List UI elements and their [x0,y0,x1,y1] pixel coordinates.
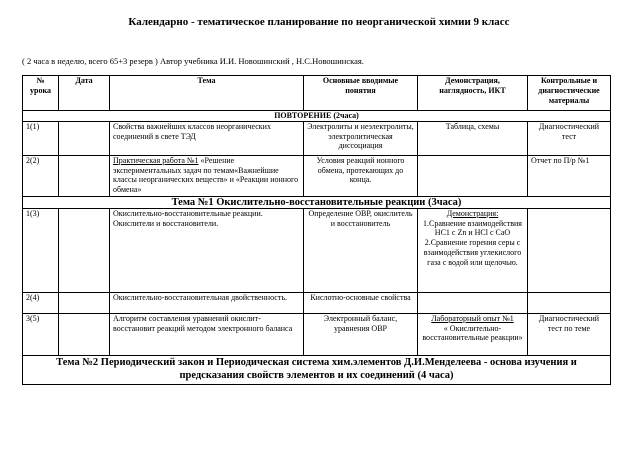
table-row [23,155,611,196]
cell-control [528,208,611,292]
header-date: Дата [59,76,110,111]
section-row-topic-1 [23,196,611,208]
cell-demonstration [418,155,528,196]
cell-concepts: Условия реакций ионного обмена, протекающих до конца. [304,155,418,196]
header-lesson-number [23,76,59,111]
cell-demonstration [418,292,528,313]
table-row [23,313,611,355]
section-title-topic-1: Тема №1 Окислительно-восстановительные реакции (3часа) [23,196,611,208]
header-topic: Тема [110,76,304,111]
cell-concepts: Электролиты и неэлектролиты, электролитическая диссоциация [304,121,418,155]
cell-topic: Алгоритм составления уравнений окислит-восстановит реакций методом электронного баланса [110,313,304,355]
cell-date [59,121,110,155]
table-row [23,121,611,155]
cell-concepts: Электронный баланс, уравнения ОВР [304,313,418,355]
cell-topic [110,155,304,196]
cell-concepts: Кислотно-основные свойства [304,292,418,313]
cell-control: Диагностический тест по теме [528,313,611,355]
header-demonstration: Демонстрация, наглядность, ИКТ [418,76,528,111]
demonstration-item: 1.Сравнение взаимодействия НС1 с Zn и НСl с СаО [423,218,522,238]
cell-control: Диагностический тест [528,121,611,155]
demonstration-heading: Демонстрация: [446,208,499,218]
practical-work-label: Практическая работа №1 [113,155,199,165]
cell-demonstration [418,208,528,292]
section-row-topic-2 [23,355,611,384]
section-title-topic-2: Тема №2 Периодический закон и Периодическая система хим.элементов Д.И.Менделеева - основа изучения и предсказания свойств элементов и их соединений (4 часа) [23,355,611,384]
cell-lesson-number: 1(3) [23,208,59,292]
table-header-row [23,76,611,111]
demonstration-item: 2.Сравнение горения серы с взаимодействия углекислого газа с водой или щелочью. [423,238,522,267]
cell-control: Отчет по П/р №1 [528,155,611,196]
cell-lesson-number: 1(1) [23,121,59,155]
course-info: ( 2 часа в неделю, всего 65+3 резерв ) Автор учебника И.И. Новошинский , Н.С.Новошинская. [22,56,364,66]
cell-date [59,313,110,355]
lab-experiment-title: « Окислительно-восстановительные реакции» [422,323,523,343]
cell-topic: Свойства важнейших классов неорганических соединений в свете ТЭД [110,121,304,155]
section-title-repeat: ПОВТОРЕНИЕ (2часа) [23,111,611,122]
table-row [23,208,611,292]
cell-demonstration [418,313,528,355]
cell-lesson-number: 3(5) [23,313,59,355]
lab-experiment-label: Лабораторный опыт №1 [431,313,514,323]
cell-date [59,292,110,313]
section-row-repeat [23,111,611,122]
cell-lesson-number: 2(4) [23,292,59,313]
cell-date [59,155,110,196]
planning-table [22,75,611,385]
header-concepts: Основные вводимые понятия [304,76,418,111]
header-control-materials: Контрольные и диагностические материалы [528,76,611,111]
header-lesson-word: урока [30,85,51,95]
header-number-sign: № [36,76,45,85]
cell-topic: Окислительно-восстановительные реакции. Окислители и восстановители. [110,208,304,292]
cell-date [59,208,110,292]
topic-text: «Решение экспериментальных задач по темам«Важнейшие классы неорганических веществ» и «Реакции ионного обмена» [113,155,299,194]
page-title: Календарно - тематическое планирование по неорганической химии 9 класс [128,16,510,28]
cell-lesson-number: 2(2) [23,155,59,196]
cell-concepts: Определение ОВР, окислитель и восстановитель [304,208,418,292]
table-row [23,292,611,313]
cell-topic: Окислительно-восстановительная двойственность. [110,292,304,313]
cell-control [528,292,611,313]
cell-demonstration: Таблица, схемы [418,121,528,155]
